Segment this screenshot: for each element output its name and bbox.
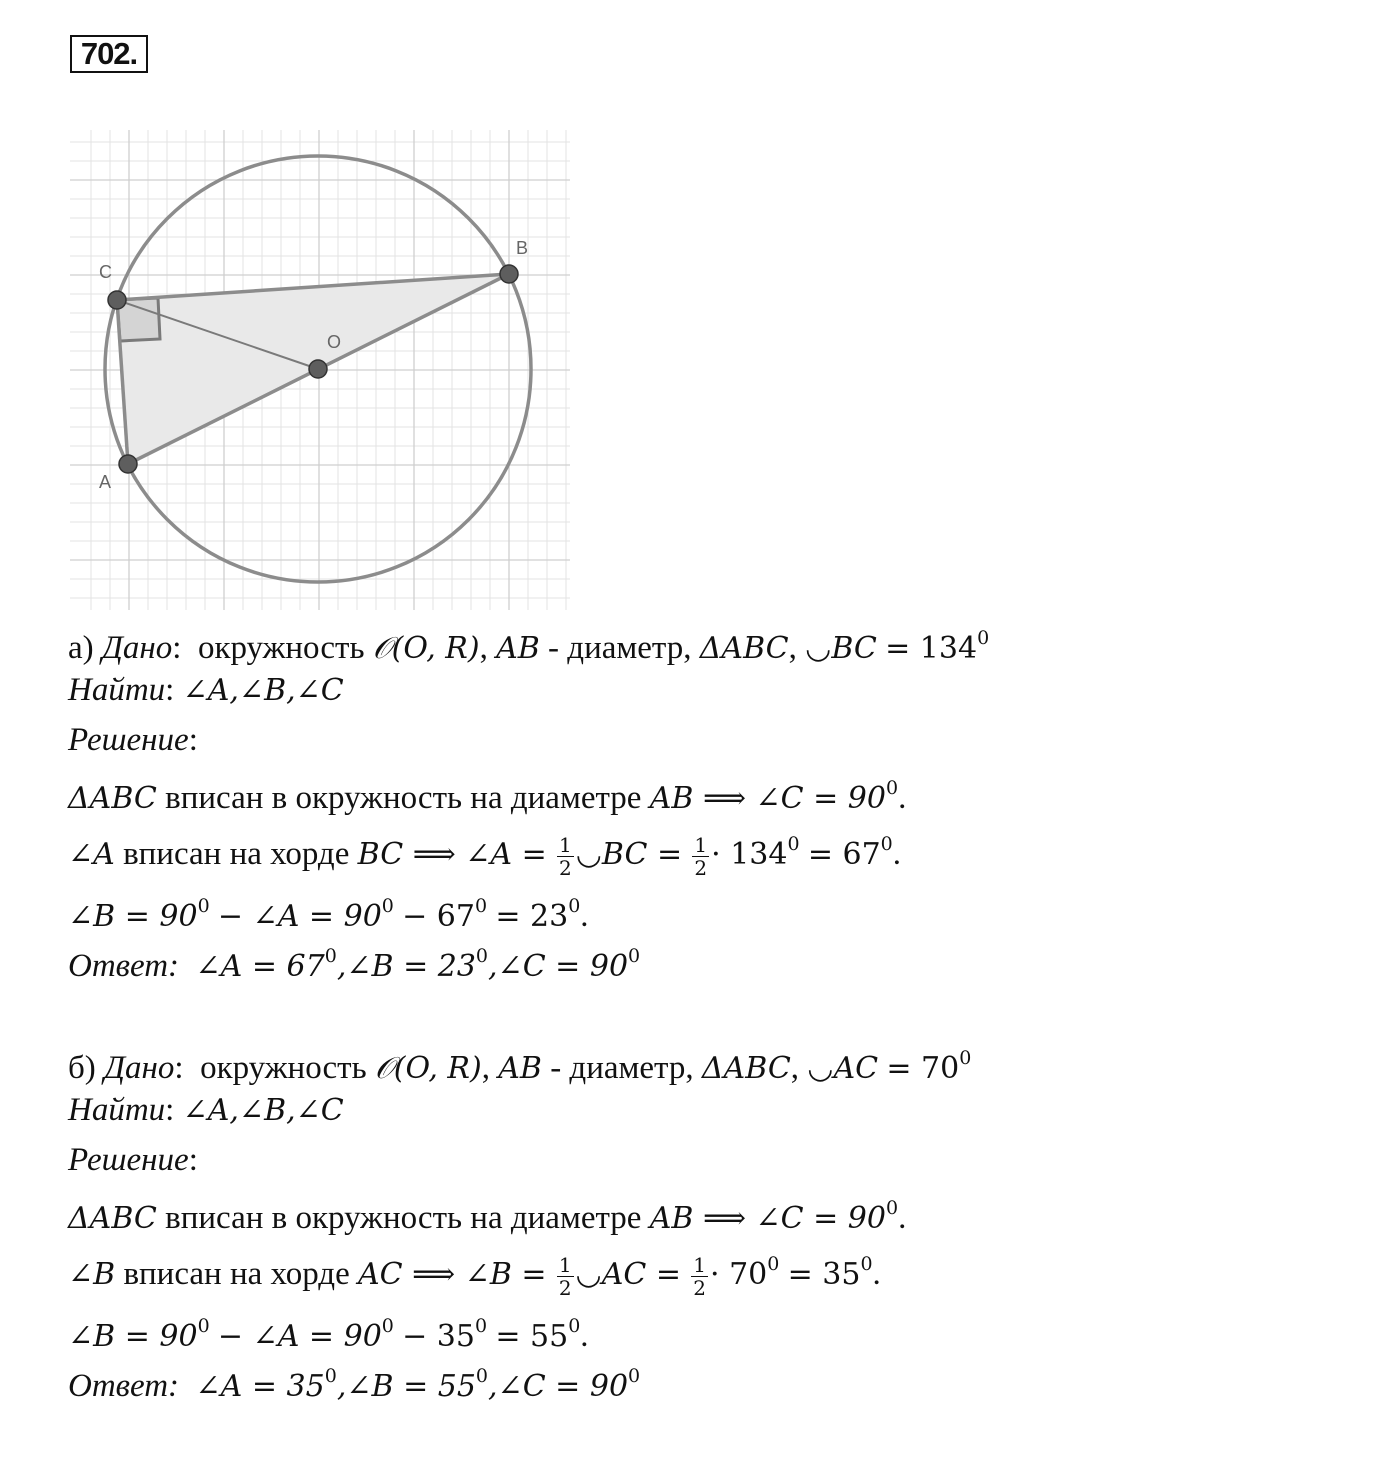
part-b-given: б) Дано: окружность 𝒪(O, R), AB - диаметр, ΔABC, ◡AC = $70^0$ bbox=[68, 1047, 972, 1086]
part-a-find: Найти: ∠A,∠B,∠C bbox=[68, 672, 344, 708]
fraction-half: $\frac{1}{2}$ bbox=[558, 1252, 572, 1300]
part-b-find: Найти: ∠A,∠B,∠C bbox=[68, 1092, 344, 1128]
part-b-step-1: ΔABC вписан в окружность на диаметре AB ⟹ ∠C = $90^0$. bbox=[68, 1197, 907, 1236]
part-a-solution-label: Решение: bbox=[68, 722, 198, 758]
label-a: A bbox=[99, 472, 112, 492]
label-b: B bbox=[516, 238, 529, 258]
part-a-given: а) Дано: окружность 𝒪(O, R), AB - диаметр, ΔABC, ◡BC = $134^0$ bbox=[68, 627, 990, 666]
part-b-step-3: ∠B = $90^0$ − ∠A = $90^0 - 35^0 = 55^0$. bbox=[68, 1315, 589, 1354]
part-a-answer: Ответ: ∠A = $67^0,\angle B$ = $23^0,\angle C = 90^0$ bbox=[68, 945, 641, 984]
part-a-step-1: ΔABC вписан в окружность на диаметре AB ⟹ ∠C = $90^0$. bbox=[68, 777, 907, 816]
part-a-step-3: ∠B = $90^0$ − ∠A = $90^0 - 67^0 = 23^0$. bbox=[68, 895, 589, 934]
geometry-figure bbox=[70, 130, 580, 615]
fraction-half: $\frac{1}{2}$ bbox=[693, 1252, 706, 1300]
part-a-step-2: ∠A вписан на хорде BC ⟹ ∠A = $\frac{1}{2}$ ◡BC = $\frac{1}{2}$ · $134^0 = 67^0$. bbox=[68, 832, 902, 880]
point-b bbox=[500, 265, 518, 283]
point-a bbox=[119, 455, 137, 473]
fraction-half: $\frac{1}{2}$ bbox=[559, 832, 572, 880]
part-b-solution-label: Решение: bbox=[68, 1142, 198, 1178]
problem-number: 702. bbox=[70, 35, 148, 73]
part-b-step-2: ∠B вписан на хорде AC ⟹ ∠B = $\frac{1}{2}$ ◡AC = $\frac{1}{2}$ · $70^0 = 35^0$. bbox=[68, 1252, 881, 1300]
label-o: O bbox=[327, 332, 342, 352]
point-c bbox=[108, 291, 126, 309]
fraction-half: $\frac{1}{2}$ bbox=[694, 832, 708, 880]
point-o bbox=[309, 360, 327, 378]
label-c: C bbox=[99, 262, 112, 282]
part-b-answer: Ответ: ∠A = $35^0,\angle B$ = $55^0,\angle C = 90^0$ bbox=[68, 1365, 641, 1404]
